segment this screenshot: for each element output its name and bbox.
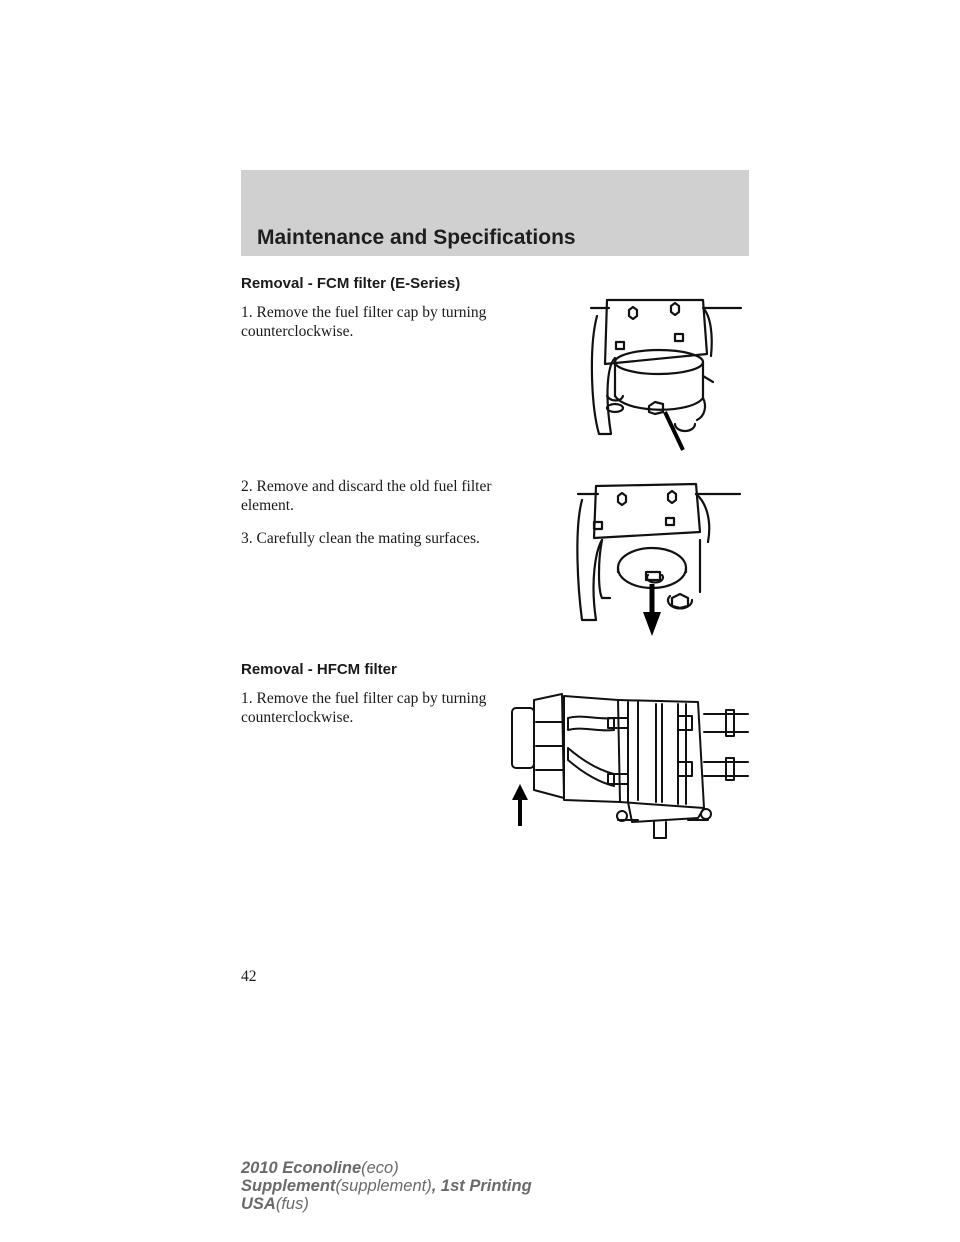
arrow-up-icon [512, 784, 528, 800]
footer-market-code: (fus) [275, 1195, 309, 1213]
hfcm-step-1: 1. Remove the fuel filter cap by turning counterclockwise. [241, 690, 487, 726]
footer-line-3 [241, 1195, 532, 1213]
footer-market: USA [241, 1195, 276, 1213]
section-title-fcm: Removal - FCM filter (E-Series) [241, 275, 461, 292]
page-number: 42 [241, 968, 257, 985]
footer-line-2 [241, 1177, 532, 1195]
document-footer [241, 1159, 532, 1213]
footer-doc-type: Supplement [241, 1177, 336, 1195]
footer-printing: , 1st Printing [431, 1177, 532, 1195]
section-title-hfcm: Removal - HFCM filter [241, 661, 397, 678]
fcm-step-3: 3. Carefully clean the mating surfaces. [241, 530, 480, 547]
footer-model: 2010 Econoline [241, 1159, 362, 1177]
hfcm-filter-cap-removal-illustration [508, 690, 760, 850]
fcm-step-2: 2. Remove and discard the old fuel filter element. [241, 478, 492, 514]
fcm-filter-cap-removal-illustration [585, 296, 745, 456]
page-title: Maintenance and Specifications [257, 226, 576, 249]
section-header-band [241, 170, 749, 256]
footer-line-1 [241, 1159, 532, 1177]
fcm-filter-element-removal-illustration [572, 480, 744, 640]
arrow-down-icon [643, 612, 661, 636]
fcm-step-1: 1. Remove the fuel filter cap by turning counterclockwise. [241, 304, 487, 340]
footer-doc-code: (supplement) [335, 1177, 432, 1195]
footer-model-code: (eco) [361, 1159, 399, 1177]
